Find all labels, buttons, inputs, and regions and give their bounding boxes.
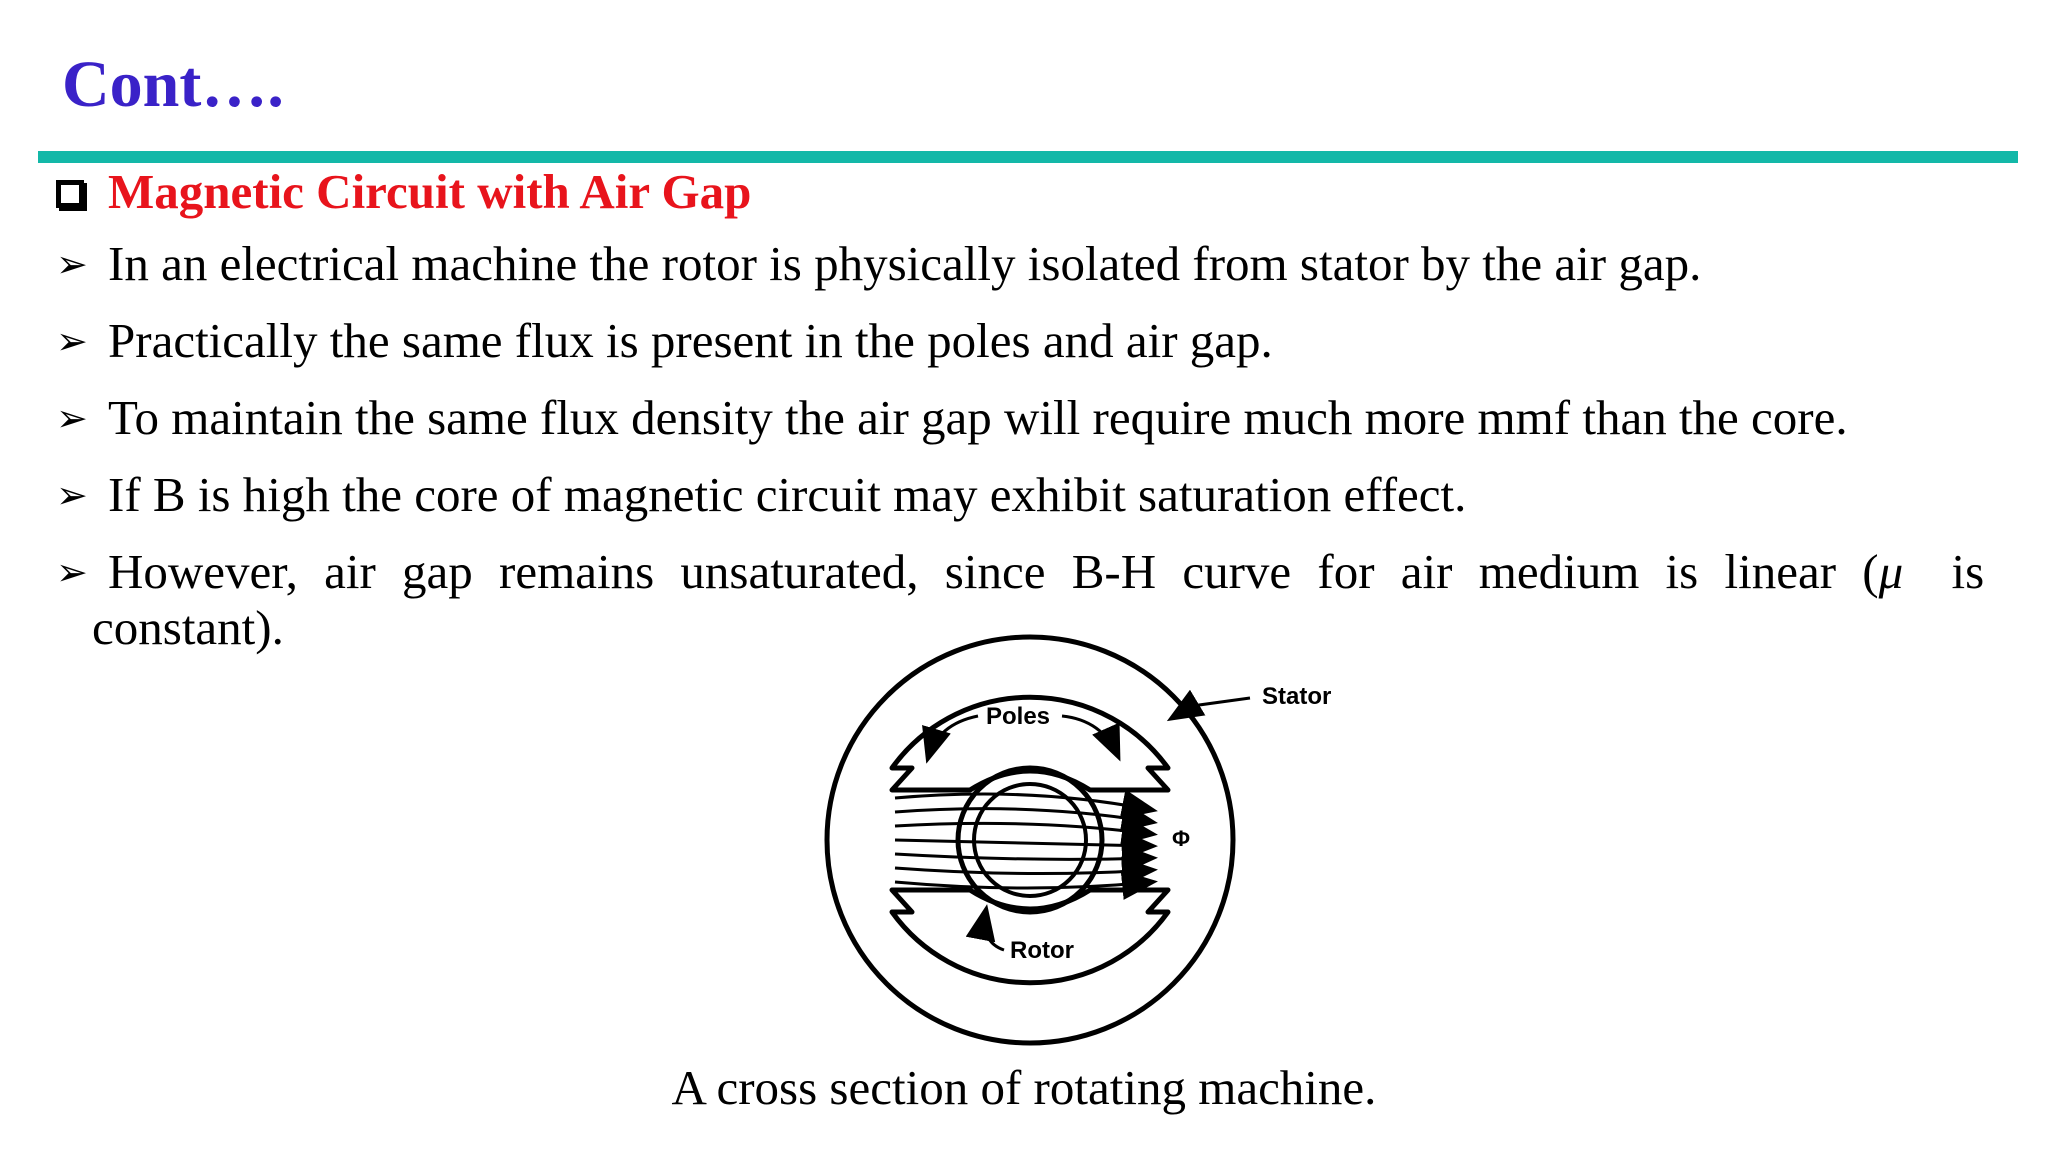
poles-arrow-right [1062, 716, 1118, 756]
flux-label: Φ [1172, 826, 1191, 851]
bullet-item [56, 390, 2010, 446]
mu-symbol: μ [1878, 544, 1904, 599]
bullet-item [56, 313, 2010, 369]
bullet-text: Practically the same flux is present in the poles and air gap. [108, 313, 1273, 368]
section-heading-text: Magnetic Circuit with Air Gap [108, 164, 752, 219]
stator-label: Stator [1262, 683, 1332, 710]
slide-title: Cont…. [62, 48, 284, 121]
arrow-bullet-icon: ➢ [56, 473, 88, 517]
arrow-bullet-icon: ➢ [56, 319, 88, 363]
arrow-bullet-icon: ➢ [56, 550, 88, 594]
rotor-leader [985, 910, 1004, 950]
square-bullet-icon [56, 180, 84, 208]
bullet-text [108, 544, 1984, 600]
arrow-bullet-icon: ➢ [56, 242, 88, 286]
bullet-text: If B is high the core of magnetic circuit may exhibit saturation effect. [108, 467, 1467, 522]
rotor-inner [974, 784, 1086, 896]
arrow-bullet-icon: ➢ [56, 396, 88, 440]
bullet-item [56, 467, 2010, 523]
flux-lines [895, 794, 1152, 888]
rotating-machine-diagram [800, 620, 1360, 1060]
bullet-line-2: constant). [92, 600, 284, 655]
rotor-outer [958, 768, 1102, 912]
figure-caption: A cross section of rotating machine. [671, 1060, 1377, 1115]
bullet-text-prefix: However, air gap remains unsaturated, since B-H curve for air medium is linear ( [108, 544, 1879, 599]
poles-arrow-left [928, 716, 978, 758]
bullet-line-1 [108, 544, 2010, 600]
bullet-list [56, 236, 2010, 677]
bullet-item [56, 236, 2010, 292]
section-heading [56, 162, 751, 222]
poles-label: Poles [986, 703, 1051, 730]
bullet-text: To maintain the same flux density the air gap will require much more mmf than the core. [108, 390, 1848, 445]
bullet-text-suffix: is [1925, 544, 1985, 599]
bullet-text: In an electrical machine the rotor is physically isolated from stator by the air gap. [108, 236, 1702, 291]
rotor-label: Rotor [1010, 937, 1074, 964]
